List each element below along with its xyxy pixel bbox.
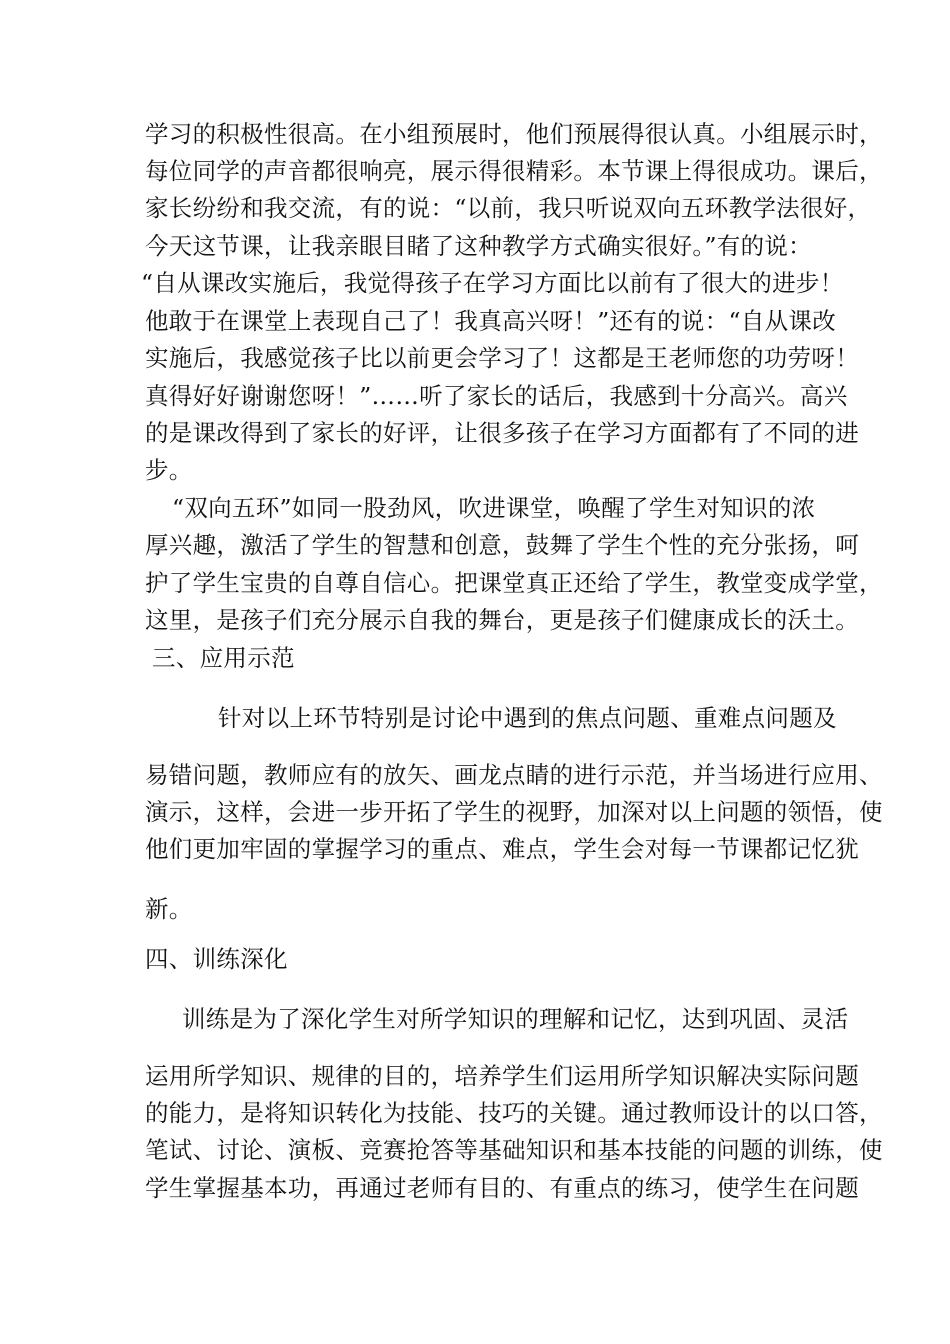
paragraph2-line: 这里，是孩子们充分展示自我的舞台，更是孩子们健康成长的沃土。: [145, 606, 859, 634]
paragraph2-line: 厚兴趣，激活了学生的智慧和创意，鼓舞了学生个性的充分张扬，呵: [145, 531, 859, 559]
paragraph1-line: 每位同学的声音都很响亮，展示得很精彩。本节课上得很成功。课后，: [145, 157, 883, 185]
section4-heading: 四、训练深化: [145, 945, 288, 973]
paragraph1-line: 他敢于在课堂上表现自己了！我真高兴呀！”还有的说：“自从课改: [145, 307, 837, 335]
section4-line: 的能力，是将知识转化为技能、技巧的关键。通过教师设计的以口答，: [145, 1099, 883, 1127]
section4-line: 笔试、讨论、演板、竞赛抢答等基础知识和基本技能的问题的训练，使: [145, 1136, 883, 1164]
paragraph1-line: 真得好好谢谢您呀！”……听了家长的话后，我感到十分高兴。高兴: [145, 382, 848, 410]
paragraph2-line: “双向五环”如同一股劲风，吹进课堂，唤醒了学生对知识的浓: [172, 494, 816, 522]
section3-line: 针对以上环节特别是讨论中遇到的焦点问题、重难点问题及: [218, 704, 837, 732]
paragraph1-line: 实施后，我感觉孩子比以前更会学习了！这都是王老师您的功劳呀！: [145, 344, 859, 372]
section3-line: 演示，这样，会进一步开拓了学生的视野，加深对以上问题的领悟，使: [145, 798, 883, 826]
section4-line: 运用所学知识、规律的目的，培养学生们运用所学知识解决实际问题: [145, 1062, 859, 1090]
section3-line: 新。: [145, 895, 193, 923]
paragraph1-line: 步。: [145, 456, 193, 484]
paragraph1-line: 学习的积极性很高。在小组预展时，他们预展得很认真。小组展示时，: [145, 120, 883, 148]
paragraph2-line: 护了学生宝贵的自尊自信心。把课堂真正还给了学生，教堂变成学堂，: [145, 569, 883, 597]
section4-line: 训练是为了深化学生对所学知识的理解和记忆，达到巩固、灵活: [182, 1005, 849, 1033]
paragraph1-line: 今天这节课，让我亲眼目睹了这种教学方式确实很好。”有的说：: [145, 232, 812, 260]
section3-heading: 三、应用示范: [152, 644, 295, 672]
paragraph1-line: 家长纷纷和我交流，有的说：“以前，我只听说双向五环教学法很好，: [145, 194, 872, 222]
section3-line: 易错问题，教师应有的放矢、画龙点睛的进行示范，并当场进行应用、: [145, 761, 883, 789]
section3-line: 他们更加牢固的掌握学习的重点、难点，学生会对每一节课都记忆犹: [145, 835, 859, 863]
paragraph1-line: 的是课改得到了家长的好评，让很多孩子在学习方面都有了不同的进: [145, 419, 859, 447]
paragraph1-line: “自从课改实施后，我觉得孩子在学习方面比以前有了很大的进步！: [141, 269, 844, 297]
section4-line: 学生掌握基本功，再通过老师有目的、有重点的练习，使学生在问题: [145, 1174, 859, 1202]
